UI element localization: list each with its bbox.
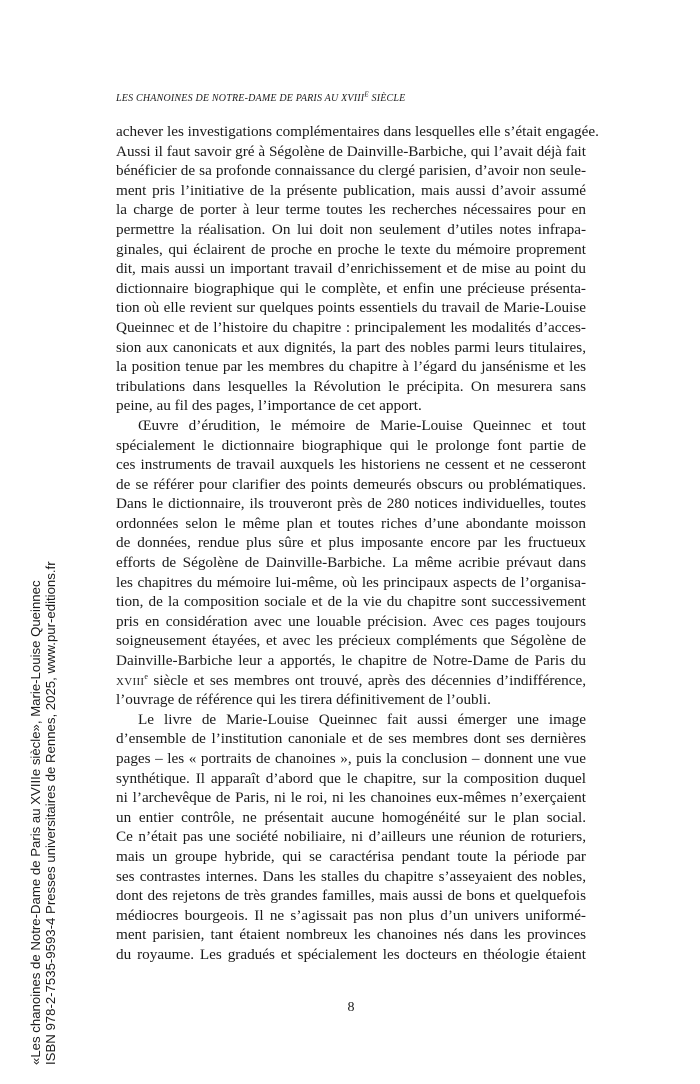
text-line: ment pris l’initiative de la présente publication, mais aussi d’avoir assumé — [116, 181, 586, 199]
century-numeral: XVIII — [116, 675, 145, 688]
text-line: tion, de la composition sociale et de la vie du chapitre sont successivement — [116, 593, 586, 611]
text-line: ces instruments de travail auxquels les historiens ne cessent et ne cesseront — [116, 456, 586, 474]
text-line: Dans le dictionnaire, ils trouveront près de 280 notices individuelles, toutes — [116, 495, 586, 513]
text-line: permettre la réalisation. On lui doit non seulement d’utiles notes infrapa- — [116, 220, 586, 238]
text-line: pages – les « portraits de chanoines », puis la conclusion – donnent une vue — [116, 750, 586, 767]
text-line: d’ensemble de l’institution canoniale et de ses membres dont ses dernières — [116, 730, 586, 748]
text-line: sion aux canonicats et aux dignités, la part des nobles parmi leurs titulaires, — [116, 338, 586, 356]
text-line: ment parisien, tant étaient nombreux les chanoines nés dans les provinces — [116, 926, 586, 944]
text-line: ordonnées selon le même plan et toutes riches d’une abondante moisson — [116, 514, 586, 532]
text-line: dont des rejetons de très grandes familles, mais aussi de bons et quelquefois — [116, 887, 586, 905]
century-superscript: e — [144, 671, 148, 681]
text-line: Aussi il faut savoir gré à Ségolène de Dainville-Barbiche, qui l’avait déjà fait — [116, 142, 586, 160]
text-line: la charge de porter à leur terme toutes les recherches nécessaires pour en — [116, 201, 586, 219]
running-title-main: LES CHANOINES DE NOTRE-DAME DE PARIS AU XVIII — [116, 93, 365, 104]
text-line: ni l’archevêque de Paris, ni le roi, ni les chanoines eux-mêmes n’exerçaient — [116, 789, 586, 807]
text-line: ses contrastes internes. Dans les stalles du chapitre s’asseyaient des nobles, — [116, 867, 586, 885]
text-line: efforts de Ségolène de Dainville-Barbiche. La même acribie prévaut dans — [116, 554, 586, 572]
paragraph-start-line: Le livre de Marie-Louise Queinnec fait aussi émerger une image — [138, 710, 586, 728]
citation-line-title: «Les chanoines de Notre-Dame de Paris au XVIIIe siècle», Marie-Louise Queinnec — [28, 580, 43, 1065]
text-line: de données, rendue plus sûre et plus imposante encore par les fructueux — [116, 534, 586, 552]
century-line-rest: siècle et ses membres ont trouvé, après des décennies d’indifférence, — [147, 671, 586, 689]
running-title-end: SIÈCLE — [368, 93, 406, 104]
text-line: Queinnec et de l’histoire du chapitre : principalement les modalités d’acces- — [116, 318, 586, 336]
text-line: un entier contrôle, ne présentait aucune homogénéité sur le plan social. — [116, 808, 586, 826]
text-line: médiocres bourgeois. Il ne s’agissait pas non plus d’un univers uniformé- — [116, 906, 586, 924]
text-line: spécialement le dictionnaire biographique qui le prolonge font partie de — [116, 436, 586, 454]
side-citation-text — [28, 505, 58, 1065]
text-line: achever les investigations complémentaires dans lesquelles elle s’était engagée. — [116, 123, 599, 140]
text-line: l’ouvrage de référence qui les tirera définitivement de l’oubli. — [116, 691, 491, 709]
citation-line-isbn: ISBN 978-2-7535-9593-4 Presses universitaires de Rennes, 2025, www.pur-editions.fr — [43, 561, 58, 1065]
text-line: de se référer pour clarifier des points demeurés obscurs ou problématiques. — [116, 475, 586, 493]
text-line: Dainville-Barbiche leur a apportés, le chapitre de Notre-Dame de Paris du — [116, 652, 586, 670]
text-line: bénéficier de sa profonde connaissance du clergé parisien, d’avoir non seule- — [116, 162, 586, 180]
text-line: mais un groupe hybride, qui se caractérisa pendant toute la période par — [116, 847, 586, 865]
text-line: pris en considération avec une louable précision. Avec ces pages toujours — [116, 612, 586, 630]
text-line: la position tenue par les membres du chapitre à l’égard du jansénisme et les — [116, 358, 586, 376]
text-line: les chapitres du mémoire lui-même, où les principaux aspects de l’organisa- — [116, 573, 586, 591]
text-line: dit, mais aussi un important travail d’enrichissement et de mise au point du — [116, 260, 586, 278]
text-line: soigneusement étayées, et avec les précieux compléments que Ségolène de — [116, 632, 586, 650]
text-line: tribulations dans lesquelles la Révolution le précipita. On mesurera sans — [116, 377, 586, 395]
body-text — [116, 122, 599, 965]
text-line: dictionnaire biographique qui le complète, et enfin une précieuse présenta- — [116, 279, 586, 297]
text-line: du royaume. Les gradués et spécialement les docteurs en théologie étaient — [116, 945, 586, 963]
text-line: peine, au fil des pages, l’importance de cet apport. — [116, 397, 422, 415]
text-line: synthétique. Il apparaît d’abord que le chapitre, sur la composition duquel — [116, 769, 586, 787]
paragraph-start-line: Œuvre d’érudition, le mémoire de Marie-Louise Queinnec et tout — [138, 416, 586, 434]
text-line: tion où elle revient sur quelques points essentiels du travail de Marie-Louise — [116, 299, 586, 317]
running-title-superscript: E — [364, 90, 369, 99]
page-number: 8 — [347, 1000, 355, 1015]
text-line-century — [116, 671, 586, 691]
text-line: ginales, qui éclairent de proche en proche le texte du mémoire proprement — [116, 240, 586, 258]
running-header — [116, 90, 586, 104]
text-line: Ce n’était pas une société nobiliaire, ni d’ailleurs une réunion de roturiers, — [116, 828, 586, 846]
